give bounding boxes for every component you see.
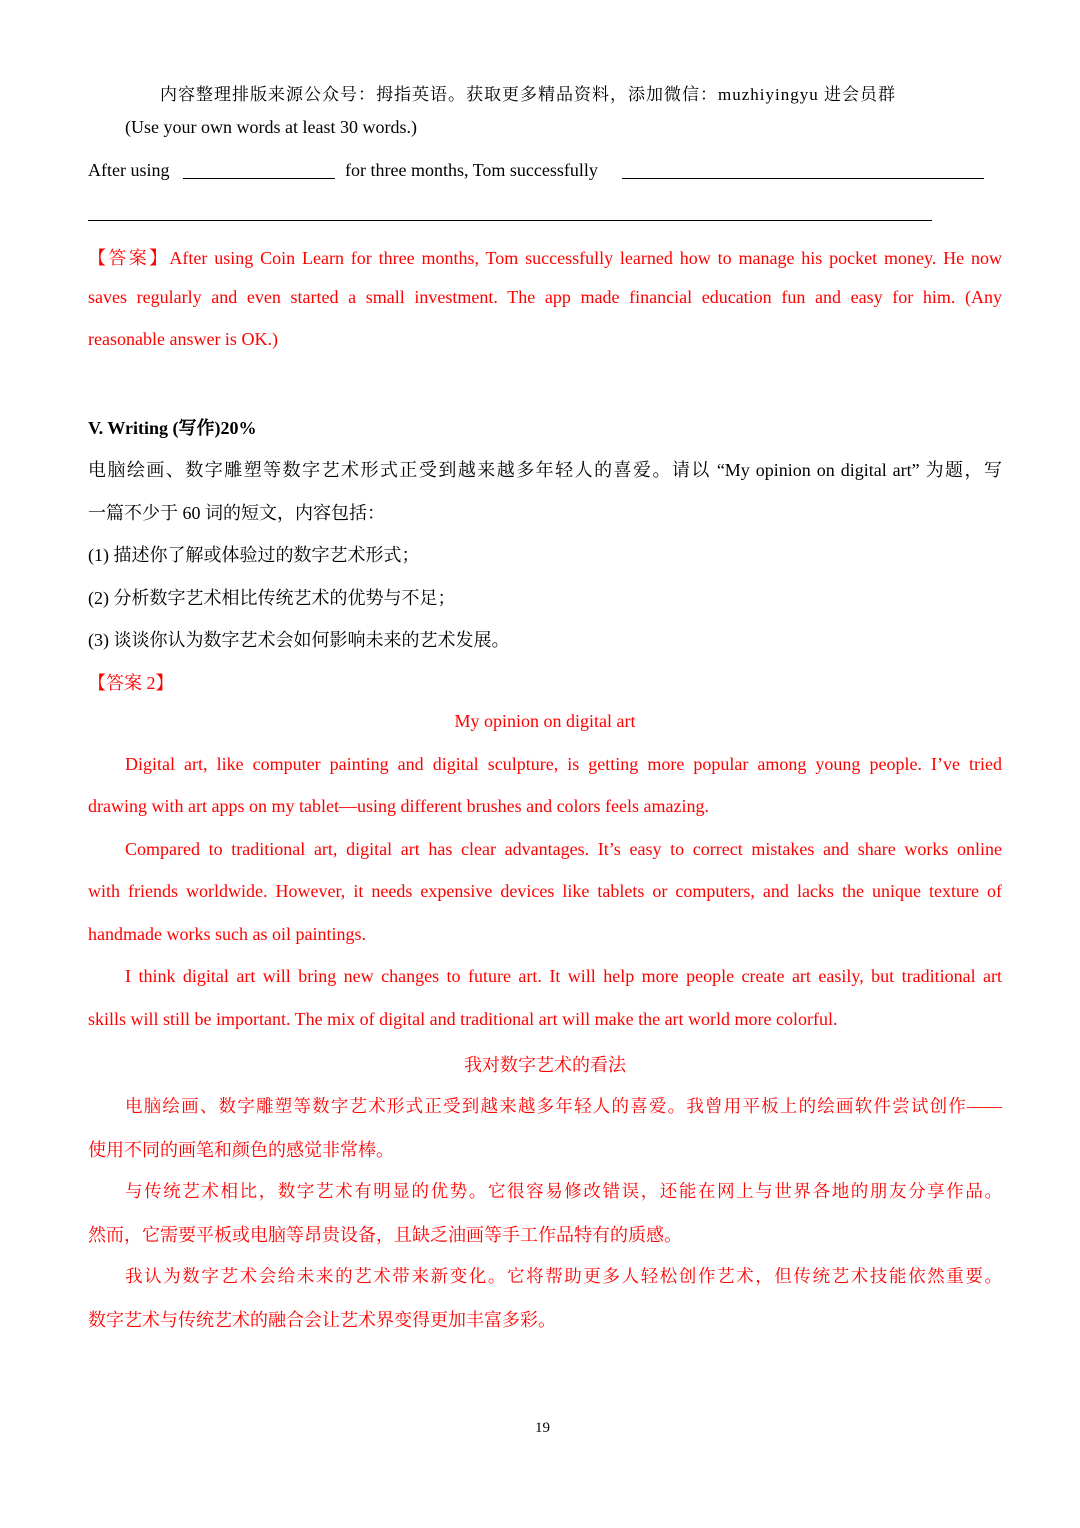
writing-point-2: (2) 分析数字艺术相比传统艺术的优势与不足； <box>88 588 456 608</box>
essay-cn-line-1: 电脑绘画、数字雕塑等数字艺术形式正受到越来越多年轻人的喜爱。我曾用平板上的绘画软件尝试创作—— <box>125 1096 1002 1116</box>
writing-point-1: (1) 描述你了解或体验过的数字艺术形式； <box>88 545 420 565</box>
answer1-line-3: reasonable answer is OK.) <box>88 329 278 349</box>
essay-cn-line-2: 使用不同的画笔和颜色的感觉非常棒。 <box>88 1140 394 1160</box>
answer-blank-2 <box>622 178 984 179</box>
writing-prompt-line-1: 电脑绘画、数字雕塑等数字艺术形式正受到越来越多年轻人的喜爱。请以 “My opinion on digital art” 为题，写 <box>88 460 1002 480</box>
essay-title-cn: 我对数字艺术的看法 <box>464 1055 626 1075</box>
essay-en-line-7: skills will still be important. The mix of digital and traditional art will make the art world more colorful. <box>88 1009 838 1029</box>
answer-blank-1 <box>183 178 335 179</box>
fill-blank-part2: for three months, Tom successfully <box>345 160 598 180</box>
answer1-tag: 【答案】 <box>88 248 170 268</box>
essay-en-line-5: handmade works such as oil paintings. <box>88 924 366 944</box>
answer1-line-2: saves regularly and even started a small investment. The app made financial education fun and easy for him. (Any <box>88 287 1002 307</box>
essay-en-line-3: Compared to traditional art, digital art has clear advantages. It’s easy to correct mistakes and share works online <box>125 839 1002 859</box>
essay-cn-line-5: 我认为数字艺术会给未来的艺术带来新变化。它将帮助更多人轻松创作艺术，但传统艺术技能依然重要。 <box>125 1266 1002 1286</box>
instruction-text: (Use your own words at least 30 words.) <box>125 117 417 137</box>
answer-blank-3 <box>88 220 932 221</box>
page-number: 19 <box>535 1420 550 1436</box>
essay-en-line-1: Digital art, like computer painting and digital sculpture, is getting more popular among young people. I’ve tried <box>125 754 1002 774</box>
answer2-tag: 【答案 2】 <box>88 673 174 693</box>
essay-cn-line-3: 与传统艺术相比，数字艺术有明显的优势。它很容易修改错误，还能在网上与世界各地的朋友分享作品。 <box>125 1181 1002 1201</box>
writing-prompt-line-2: 一篇不少于 60 词的短文，内容包括： <box>88 503 385 523</box>
essay-cn-line-6: 数字艺术与传统艺术的融合会让艺术界变得更加丰富多彩。 <box>88 1310 556 1330</box>
fill-blank-part1: After using <box>88 160 170 180</box>
header-note: 内容整理排版来源公众号：拇指英语。获取更多精品资料，添加微信：muzhiyingyu 进会员群 <box>160 85 896 104</box>
writing-point-3: (3) 谈谈你认为数字艺术会如何影响未来的艺术发展。 <box>88 630 510 650</box>
essay-title-en: My opinion on digital art <box>454 711 636 731</box>
essay-en-line-6: I think digital art will bring new changes to future art. It will help more people create art easily, but traditional art <box>125 966 1002 986</box>
essay-cn-line-4: 然而，它需要平板或电脑等昂贵设备，且缺乏油画等手工作品特有的质感。 <box>88 1225 682 1245</box>
essay-en-line-4: with friends worldwide. However, it needs expensive devices like tablets or computers, and lacks the unique texture of <box>88 881 1002 901</box>
essay-en-line-2: drawing with art apps on my tablet—using different brushes and colors feels amazing. <box>88 796 710 816</box>
writing-heading: V. Writing (写作)20% <box>88 418 257 438</box>
answer1-line-1: 【答案】After using Coin Learn for three months, Tom successfully learned how to manage his pocket money. He now <box>88 248 1003 268</box>
